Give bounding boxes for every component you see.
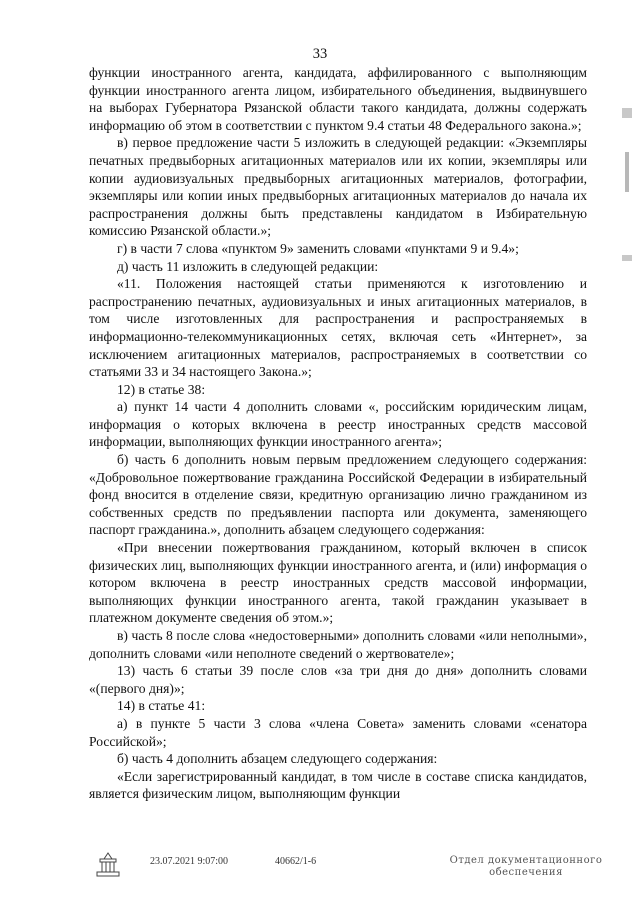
department-stamp bbox=[436, 855, 616, 879]
page-number: 33 bbox=[312, 46, 328, 62]
paragraph: б) часть 6 дополнить новым первым предложением следующего содержания: «Добровольное пожертвование гражданина Российской Федерации в избирательный фонд вносится в отделение связи, кредитную организацию лично гражданином из собственных средств по предъявлении паспорта или документа, заменяющего паспорт гражданина.», дополнить абзацем следующего содержания: bbox=[89, 452, 587, 538]
paragraph: «При внесении пожертвования гражданином, который включен в список физических лиц, выполняющих функции иностранного агента, и (или) информация о котором включена в реестр иностранных средств массовой информации, выполняющих функции иностранного агента, такой гражданин указывает в платежном документе сведения об этом.»; bbox=[89, 540, 587, 626]
paragraph: д) часть 11 изложить в следующей редакции: bbox=[117, 258, 379, 274]
paragraph: а) в пункте 5 части 3 слова «члена Совета» заменить словами «сенатора Российской»; bbox=[89, 715, 587, 749]
footer-date: 23.07.2021 9:07:00 bbox=[150, 856, 229, 867]
page-footer bbox=[0, 850, 640, 890]
paragraph: в) часть 8 после слова «недостоверными» дополнить словами «или неполными», дополнить словами «или неполноте сведений о жертвователе»; bbox=[89, 628, 587, 661]
paragraph: в) первое предложение части 5 изложить в следующей редакции: «Экземпляры печатных предвыборных агитационных материалов или их копии, экземпляры или копии аудиовизуальных предвыборных агитационных материалов, фотографии, экземпляры или копии иных предвыборных агитационных материалов до начала их распространения должны быть представлены кандидатом в Избирательную комиссию Рязанской области.»; bbox=[89, 135, 587, 239]
paragraph: 12) в статье 38: bbox=[117, 381, 206, 397]
margin-mark bbox=[622, 255, 632, 261]
paragraph: функции иностранного агента, кандидата, аффилированного с выполняющим функции иностранного агента лицом, избирательного объединения, выдвинувшего на выборах Губернатора Рязанской области такого кандидата, должны содержать информацию об этом в соответствии с пунктом 9.4 статьи 48 Федерального закона.»; bbox=[89, 65, 587, 133]
duma-logo-icon bbox=[93, 850, 123, 880]
document-body bbox=[89, 64, 587, 803]
footer-document-code: 40662/1-6 bbox=[275, 856, 317, 867]
paragraph: б) часть 4 дополнить абзацем следующего содержания: bbox=[117, 751, 438, 767]
paragraph: 13) часть 6 статьи 39 после слов «за три дня до дня» дополнить словами «(первого дня)»; bbox=[89, 663, 587, 696]
paragraph: «Если зарегистрированный кандидат, в том числе в составе списка кандидатов, является физическим лицом, выполняющим функции bbox=[89, 768, 587, 802]
margin-mark bbox=[622, 108, 632, 118]
stamp-line-2: обеспечения bbox=[489, 867, 563, 878]
paragraph: г) в части 7 слова «пунктом 9» заменить словами «пунктами 9 и 9.4»; bbox=[117, 240, 519, 256]
paragraph: а) пункт 14 части 4 дополнить словами «, российским юридическим лицам, информация о которых включена в реестр иностранных средств массовой информации, выполняющих функции иностранного агента»; bbox=[89, 399, 587, 450]
paragraph: «11. Положения настоящей статьи применяются к изготовлению и распространению печатных, аудиовизуальных и иных агитационных материалов, в том числе изготовленных для распространения и распространяемых в информационно-телекоммуникационных сетях, включая сеть «Интернет», за исключением агитационных материалов, распространяемых в соответствии со статьями 33 и 34 настоящего Закона.»; bbox=[89, 276, 587, 380]
paragraph: 14) в статье 41: bbox=[117, 698, 206, 714]
stamp-line-1: Отдел документационного bbox=[449, 855, 603, 866]
margin-mark bbox=[625, 152, 629, 192]
